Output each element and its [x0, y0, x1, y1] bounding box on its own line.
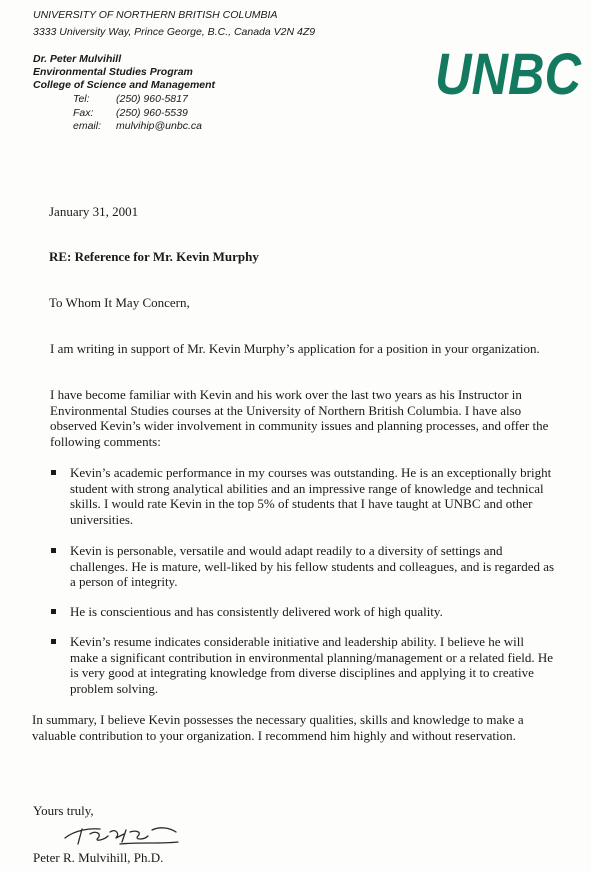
- contact-block: [73, 93, 202, 134]
- university-name: UNIVERSITY OF NORTHERN BRITISH COLUMBIA: [33, 9, 278, 21]
- contact-tel: [73, 93, 202, 107]
- sender-program: Environmental Studies Program: [33, 66, 193, 78]
- bullet-item: [50, 604, 555, 620]
- logo-text: UNBC: [435, 42, 582, 107]
- university-address: 3333 University Way, Prince George, B.C., Canada V2N 4Z9: [33, 26, 316, 38]
- bullet-item: [50, 634, 555, 696]
- letter-closing: Yours truly,: [33, 803, 94, 818]
- sender-college: College of Science and Management: [33, 79, 216, 91]
- contact-value: (250) 960-5817: [116, 93, 188, 105]
- letter-salutation: To Whom It May Concern,: [49, 295, 190, 310]
- paragraph-background: I have become familiar with Kevin and his work over the last two years as his Instructor in Environmental Studies courses at the University of Northern British Columbia. I have also observed Kevin’s wider involvement in community issues and planning processes, and offer the following comments:: [50, 387, 549, 449]
- bullet-icon: [50, 543, 70, 590]
- bullet-item: [50, 465, 555, 527]
- signature-image: [60, 820, 190, 850]
- bullet-text: Kevin’s resume indicates considerable initiative and leadership ability. I believe he will make a significant contribution in environmental planning/management or a related field. He is very good at integrating knowledge from diverse disciplines and applying it to creative problem solving.: [70, 634, 554, 696]
- contact-email: [73, 120, 202, 134]
- letter-date: January 31, 2001: [49, 204, 139, 219]
- bullet-text: Kevin is personable, versatile and would adapt readily to a diversity of settings and challenges. He is mature, well-liked by his fellow students and colleagues, and is regarded as a person of integrity.: [70, 543, 555, 589]
- bullet-icon: [50, 634, 70, 696]
- sender-name: Dr. Peter Mulvihill: [33, 53, 122, 65]
- contact-value: (250) 960-5539: [116, 106, 188, 119]
- contact-label: email:: [73, 120, 102, 132]
- unbc-logo: [433, 38, 583, 108]
- bullet-icon: [50, 465, 70, 527]
- bullet-item: [50, 543, 555, 590]
- contact-label: Tel:: [73, 93, 90, 105]
- bullet-text: Kevin’s academic performance in my courses was outstanding. He is an exceptionally bright student with strong analytical abilities and an impressive range of knowledge and technical skills. I would rate Kevin in the top 5% of students that I have taught at UNBC and other universities.: [70, 465, 552, 527]
- bullet-text: He is conscientious and has consistently delivered work of high quality.: [70, 604, 443, 619]
- letter-subject: RE: Reference for Mr. Kevin Murphy: [49, 249, 259, 264]
- signer-name: Peter R. Mulvihill, Ph.D.: [33, 850, 164, 865]
- contact-value: mulvihip@unbc.ca: [116, 120, 202, 132]
- contact-label: Fax:: [73, 106, 94, 119]
- paragraph-summary: In summary, I believe Kevin possesses the necessary qualities, skills and knowledge to make a valuable contribution to your organization. I recommend him highly and without reservation.: [32, 712, 524, 743]
- contact-fax: [73, 107, 202, 121]
- paragraph-intro: I am writing in support of Mr. Kevin Murphy’s application for a position in your organization.: [50, 341, 540, 356]
- bullet-icon: [50, 604, 70, 620]
